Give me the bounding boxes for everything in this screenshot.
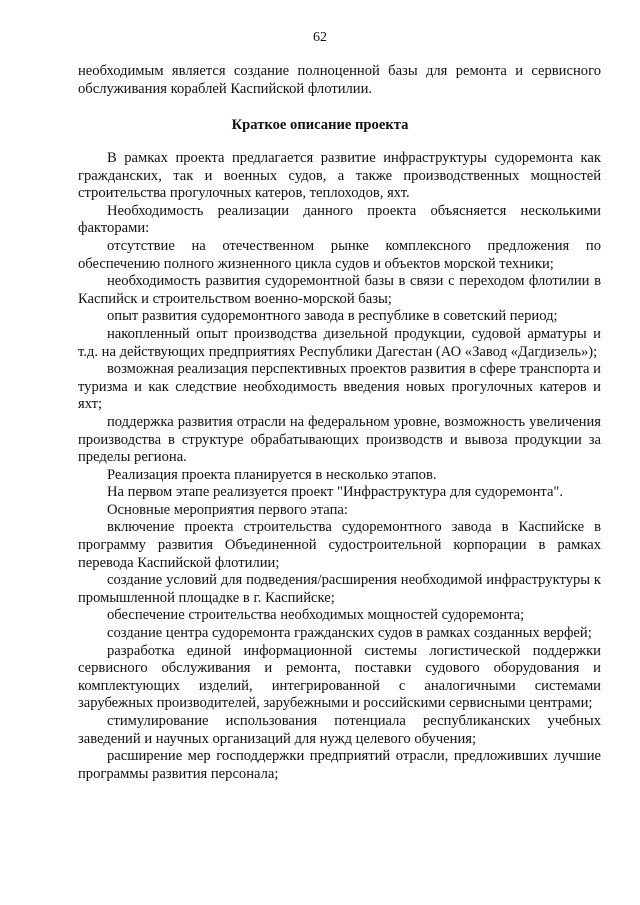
- list-item: поддержка развития отрасли на федеральном уровне, возможность увеличения производства в структуре обрабатывающих производств и вывоза продукции за пределы региона.: [78, 413, 601, 466]
- section-heading: Краткое описание проекта: [231, 117, 409, 133]
- list-item: отсутствие на отечественном рынке комплексного предложения по обеспечению полного жизненного цикла судов и объектов морской техники;: [78, 237, 601, 272]
- list-item: включение проекта строительства судоремонтного завода в Каспийске в программу развития Объединенной судостроительной корпорации в рамках перевода Каспийской флотилии;: [78, 519, 601, 571]
- list-item: создание центра судоремонта гражданских судов в рамках созданных верфей;: [107, 625, 592, 642]
- body-text: [78, 150, 601, 783]
- list-item: стимулирование использования потенциала республиканских учебных заведений и научных организаций для нужд целевого обучения;: [78, 713, 601, 747]
- paragraph: На первом этапе реализуется проект "Инфраструктура для судоремонта".: [107, 484, 564, 501]
- page-number: 62: [313, 30, 327, 45]
- list-item: создание условий для подведения/расширения необходимой инфраструктуры к промышленной площадке в г. Каспийске;: [78, 572, 601, 606]
- paragraph: Необходимость реализации данного проекта объясняется несколькими факторами:: [78, 202, 601, 237]
- list-item: накопленный опыт производства дизельной продукции, судовой арматуры и т.д. на действующих предприятиях Республики Дагестан (АО «Завод «Дагдизель»);: [78, 325, 601, 360]
- intro-paragraph: необходимым является создание полноценной базы для ремонта и сервисного обслуживания кораблей Каспийской флотилии.: [78, 63, 601, 97]
- paragraph: Реализация проекта планируется в несколько этапов.: [107, 466, 437, 483]
- list-item: обеспечение строительства необходимых мощностей судоремонта;: [107, 607, 525, 624]
- list-item: расширение мер господдержки предприятий отрасли, предложивших лучшие программы развития персонала;: [78, 748, 601, 782]
- list-item: необходимость развития судоремонтной базы в связи с переходом флотилии в Каспийск и строительством военно-морской базы;: [78, 273, 601, 307]
- list-item: опыт развития судоремонтного завода в республике в советский период;: [107, 308, 558, 325]
- list-item: возможная реализация перспективных проектов развития в сфере транспорта и туризма и как следствие необходимость введения новых прогулочных катеров и яхт;: [78, 361, 601, 413]
- paragraph: Основные мероприятия первого этапа:: [107, 501, 348, 518]
- paragraph: В рамках проекта предлагается развитие инфраструктуры судоремонта как гражданских, так и военных судов, а также производственных мощностей строительства прогулочных катеров, теплоходов, яхт.: [78, 150, 601, 202]
- list-item: разработка единой информационной системы логистической поддержки сервисного обслуживания и ремонта, поставки судового оборудования и комплектующих изделий, интегрированной с аналогичными системами зарубежных производителей, зарубежными и российскими сервисными центрами;: [78, 642, 601, 712]
